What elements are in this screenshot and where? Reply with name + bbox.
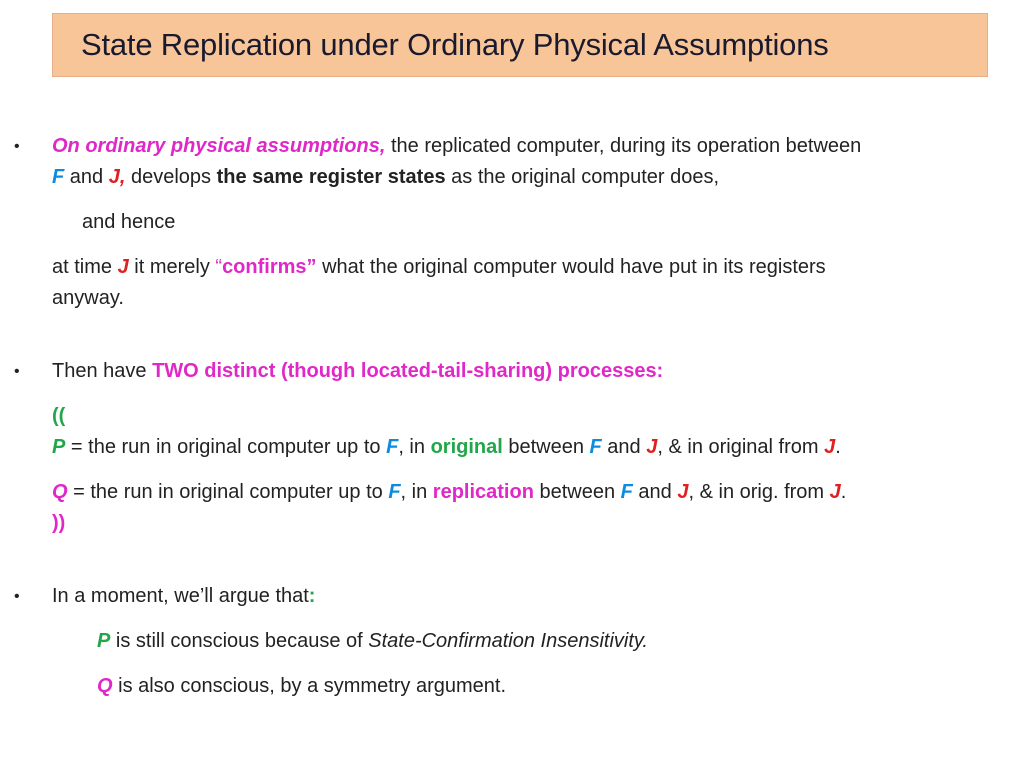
- text-span: .: [840, 481, 847, 503]
- page-title: State Replication under Ordinary Physical Assumptions: [81, 27, 829, 62]
- var-J: J: [829, 481, 841, 503]
- colon: :: [308, 585, 316, 607]
- text-span: In a moment, we’ll argue that: [52, 585, 309, 607]
- var-F: F: [52, 166, 65, 188]
- text-span: and: [601, 436, 647, 458]
- bullet-2-line-1: [52, 356, 663, 387]
- text-span: it merely: [128, 256, 216, 278]
- var-J: J: [677, 481, 689, 503]
- text-span: develops: [125, 166, 217, 188]
- var-F: F: [386, 436, 399, 458]
- state-confirmation-insensitivity-text: State-Confirmation Insensitivity.: [368, 630, 648, 652]
- text-span: at time: [52, 256, 118, 278]
- bullet-1-line-4: [52, 252, 826, 283]
- text-span: , in: [398, 436, 431, 458]
- two-distinct-processes-text: TWO distinct (though located-tail-sharing) processes:: [152, 360, 664, 382]
- var-Q: Q: [52, 481, 68, 503]
- var-J: J: [824, 436, 836, 458]
- text-span: and: [64, 166, 109, 188]
- var-F: F: [589, 436, 602, 458]
- var-P: P: [52, 436, 66, 458]
- bullet-1-line-5: [52, 283, 124, 314]
- var-J: J: [117, 256, 129, 278]
- original-text: original: [430, 436, 503, 458]
- text-span: is also conscious, by a symmetry argument.: [112, 675, 507, 697]
- Q-conscious-line: [97, 671, 506, 702]
- open-quote: “: [215, 256, 223, 278]
- var-Q: Q: [97, 675, 113, 697]
- var-J: J,: [108, 166, 126, 188]
- ordinary-assumptions-text: On ordinary physical assumptions,: [52, 135, 386, 157]
- and-hence-line: [82, 207, 175, 238]
- text-span: between: [533, 481, 621, 503]
- var-P: P: [97, 630, 111, 652]
- bullet-2-glyph: •: [14, 363, 20, 380]
- var-F: F: [620, 481, 633, 503]
- text-span: the replicated computer, during its operation between: [385, 135, 862, 157]
- title-box: [52, 13, 988, 77]
- bullet-3-glyph: •: [14, 588, 20, 605]
- var-J: J: [646, 436, 658, 458]
- open-parens-line: [52, 401, 65, 432]
- text-span: and: [632, 481, 678, 503]
- process-P-line: [52, 432, 841, 463]
- same-register-states-text: the same register states: [216, 166, 446, 188]
- text-span: , in: [400, 481, 433, 503]
- text-span: between: [502, 436, 590, 458]
- process-Q-line: [52, 477, 846, 508]
- text-span: , & in orig. from: [688, 481, 830, 503]
- bullet-1-line-1: [52, 131, 861, 162]
- text-span: = the run in original computer up to: [65, 436, 387, 458]
- text-span: .: [835, 436, 841, 458]
- text-span: = the run in original computer up to: [67, 481, 389, 503]
- open-parens: ((: [52, 405, 66, 427]
- close-parens-line: [52, 508, 65, 539]
- text-span: as the original computer does,: [445, 166, 720, 188]
- replication-text: replication: [432, 481, 534, 503]
- text-span: , & in original from: [657, 436, 825, 458]
- text-span: Then have: [52, 360, 153, 382]
- bullet-3-line-1: [52, 581, 315, 612]
- P-conscious-line: [97, 626, 648, 657]
- bullet-1-glyph: •: [14, 138, 20, 155]
- bullet-1-line-2: [52, 162, 719, 193]
- text-span: anyway.: [52, 287, 124, 309]
- text-span: what the original computer would have put in its registers: [316, 256, 826, 278]
- close-parens: )): [52, 512, 66, 534]
- var-F: F: [388, 481, 401, 503]
- and-hence-text: and hence: [82, 211, 176, 233]
- text-span: is still conscious because of: [110, 630, 369, 652]
- confirms-text: confirms”: [222, 256, 317, 278]
